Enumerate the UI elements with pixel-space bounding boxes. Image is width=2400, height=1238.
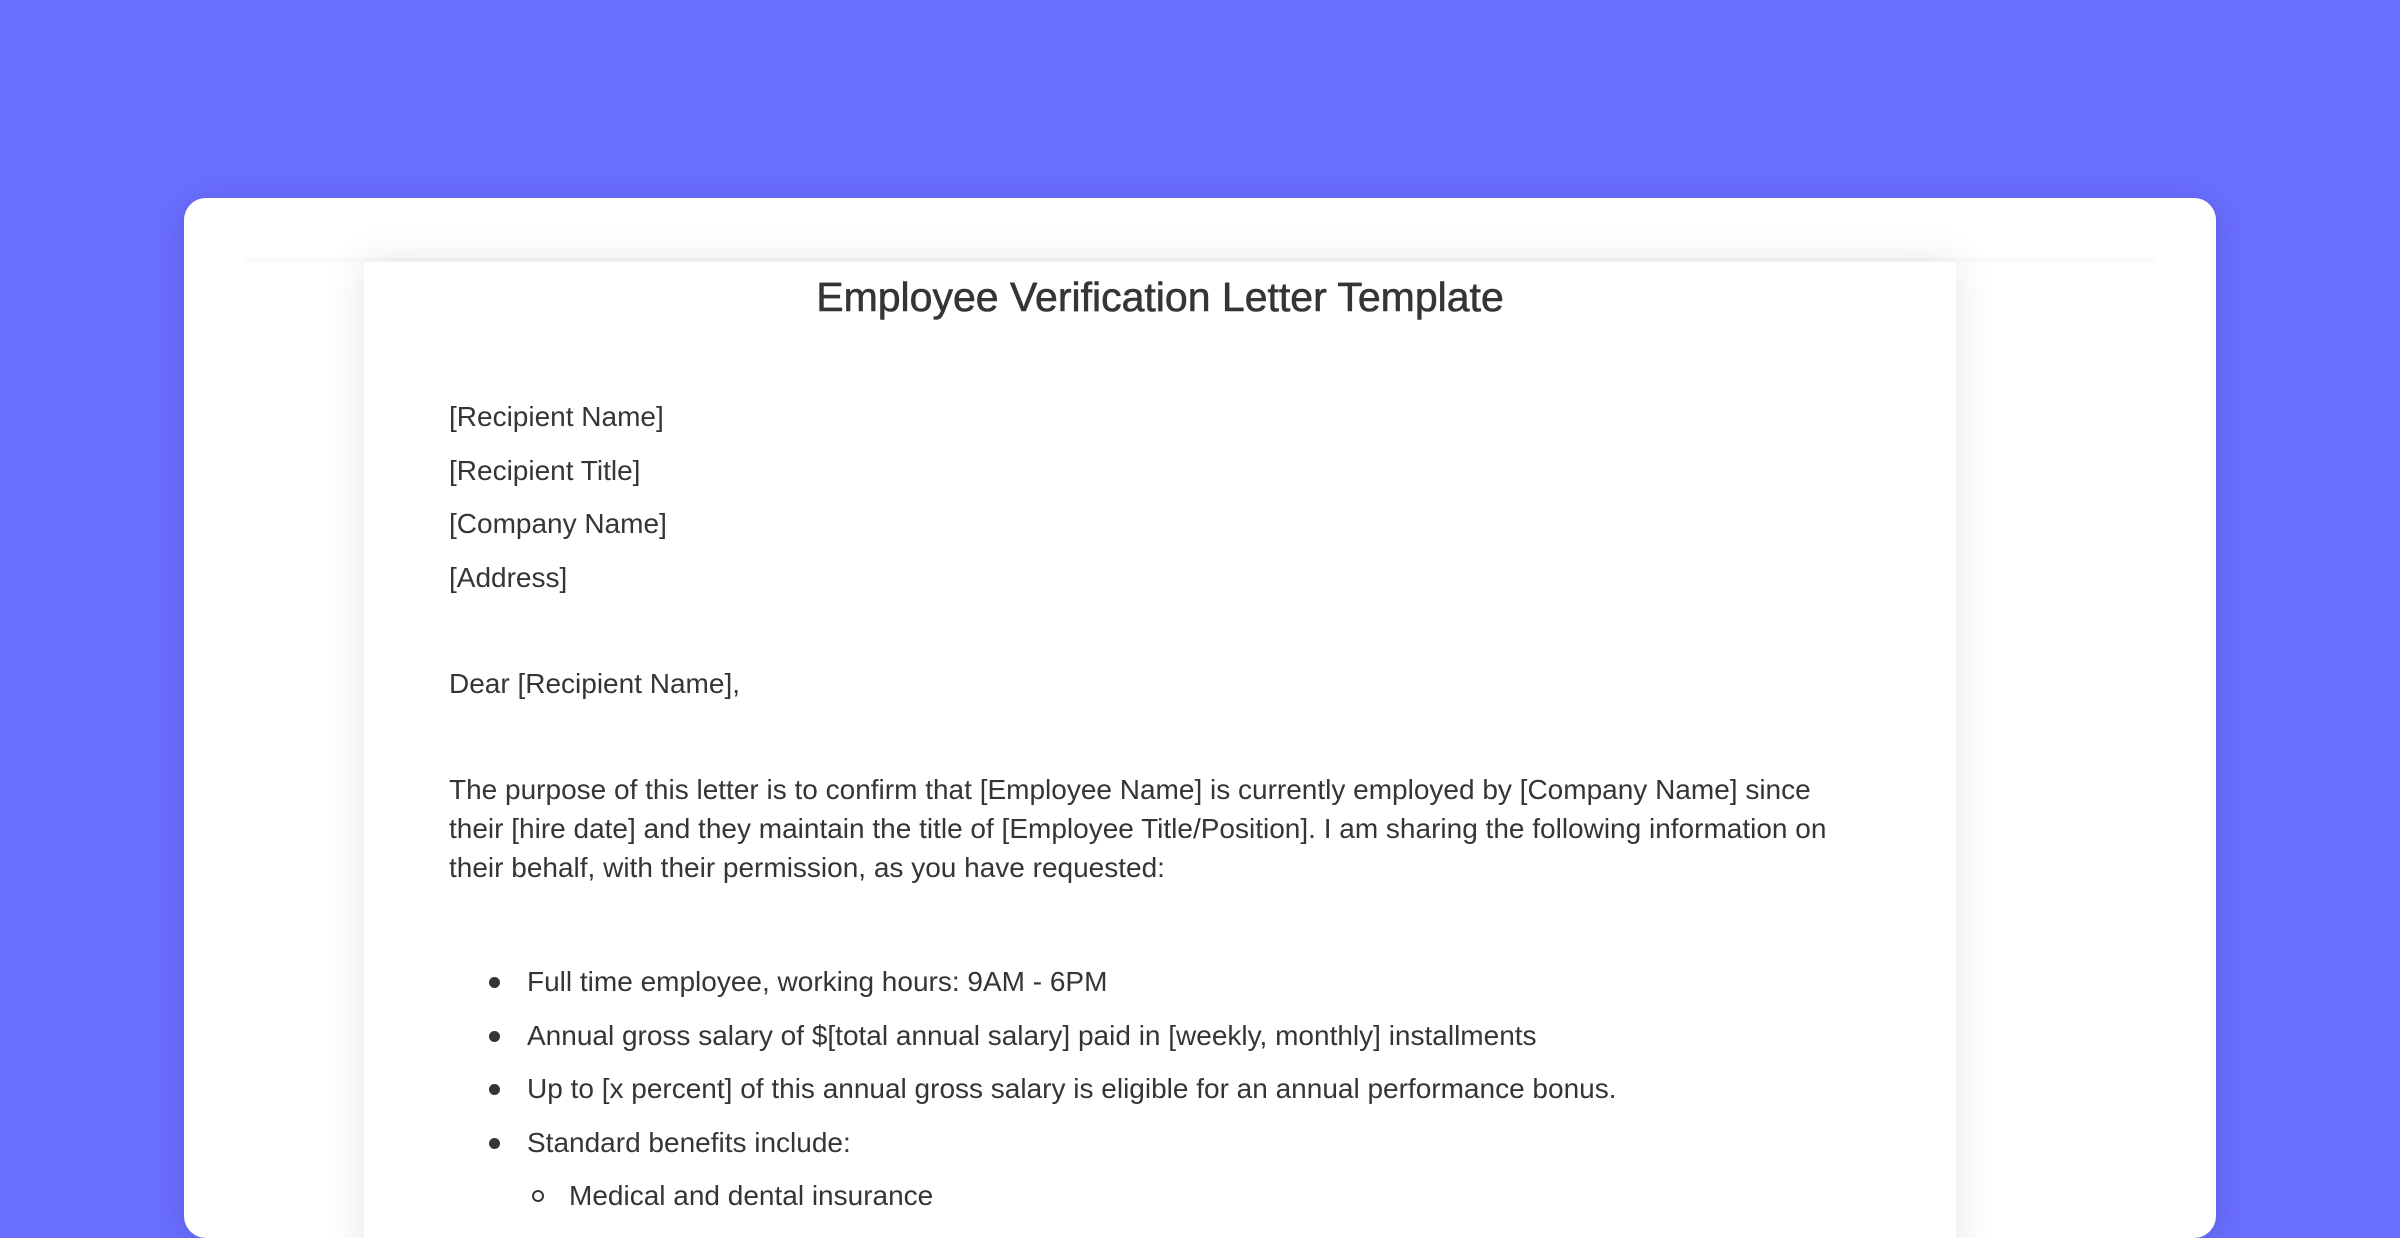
details-list — [449, 955, 1869, 1223]
sub-list-item — [449, 1169, 1869, 1223]
document-page — [364, 262, 1956, 1238]
list-item-text: Up to [x percent] of this annual gross salary is eligible for an annual performance bonus. — [527, 1073, 1617, 1104]
list-item — [449, 1116, 1869, 1170]
list-item — [449, 1009, 1869, 1063]
bullet-dot-icon — [489, 1084, 500, 1095]
body-paragraph: The purpose of this letter is to confirm that [Employee Name] is currently employed by [Company Name] since their [hire date] and they maintain the title of [Employee Title/Position]. I am sharing the following information on their behalf, with their permission, as you have requested: — [449, 774, 1827, 883]
bullet-dot-icon — [489, 977, 500, 988]
list-item-text: Standard benefits include: — [527, 1126, 851, 1158]
bullet-dot-icon — [489, 1031, 500, 1042]
document-title: Employee Verification Letter Template — [816, 274, 1504, 320]
list-item-text: Annual gross salary of $[total annual salary] paid in [weekly, monthly] installments — [527, 1019, 1537, 1051]
list-item — [449, 955, 1869, 1009]
salutation: Dear [Recipient Name], — [449, 668, 741, 699]
bullet-dot-icon — [489, 1138, 500, 1149]
address-street: [Address] — [449, 561, 568, 593]
address-recipient-name: [Recipient Name] — [449, 401, 664, 432]
document-card — [184, 198, 2216, 1238]
letter-content — [449, 390, 1869, 1223]
address-recipient-title: [Recipient Title] — [449, 454, 641, 486]
address-block — [449, 390, 1869, 604]
list-item-text: Full time employee, working hours: 9AM - 6PM — [527, 966, 1108, 997]
hollow-bullet-icon — [532, 1190, 544, 1202]
sub-list-item-text: Medical and dental insurance — [569, 1180, 934, 1211]
list-item — [449, 1062, 1869, 1116]
address-company-name: [Company Name] — [449, 508, 667, 539]
